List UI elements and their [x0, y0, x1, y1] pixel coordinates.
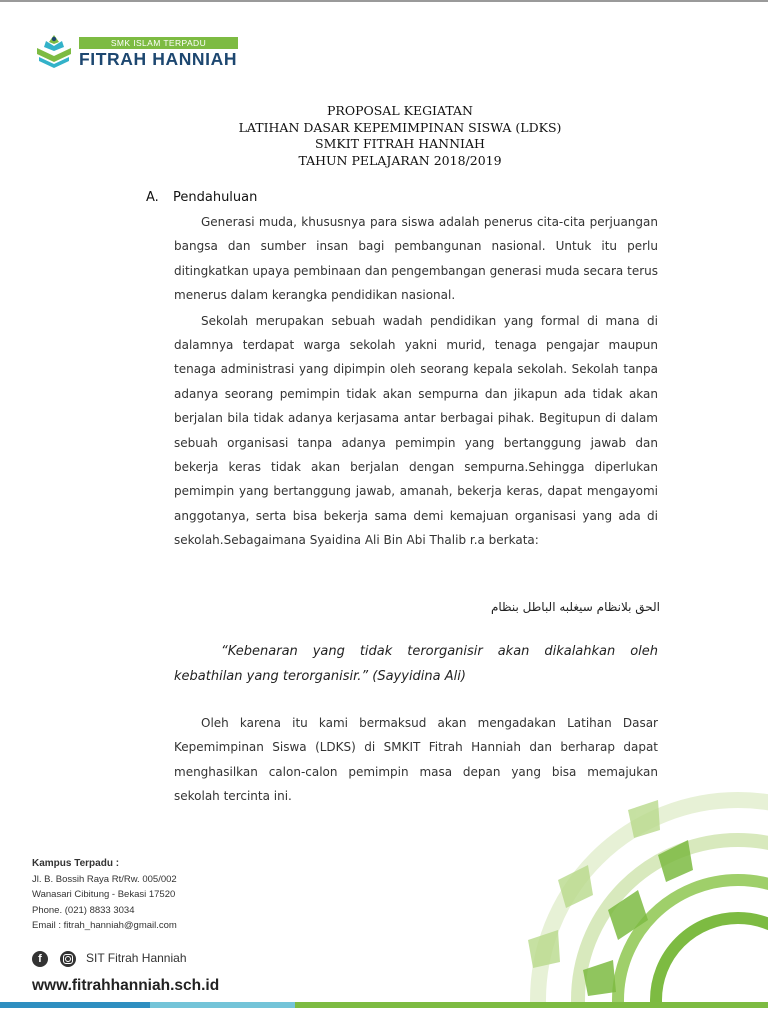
email: Email : fitrah_hanniah@gmail.com	[32, 920, 177, 931]
ornament-graphic	[488, 770, 768, 1002]
logo-name: FITRAH HANNIAH	[79, 49, 238, 69]
section-title: Pendahuluan	[173, 190, 258, 205]
address-line-2: Wanasari Cibitung - Bekasi 17520	[32, 889, 176, 900]
quote-text: “Kebenaran yang tidak terorganisir akan dikalahkan oleh kebathilan yang terorganisir.” (Sayyidina Ali)	[174, 644, 658, 684]
paragraph-2: Sekolah merupakan sebuah wadah pendidikan yang formal di mana di dalamnya terdapat warga sekolah yakni murid, tenaga pengajar maupun tenaga administrasi yang dipimpin oleh seorang kepala sekolah. Sekolah tanpa adanya seorang pemimpin tidak akan sempurna dan jikapun ada tidak akan berjalan bila tidak adanya kerjasama antar berbagai pihak. Begitupun di dalam sebuah organisasi tanpa adanya pemimpin yang bertanggung jawab dan bekerja keras tidak akan berjalan dengan sempurna.Sehingga diperlukan pemimpin yang bertanggung jawab, amanah, bekerja keras, dapat mengayomi anggotanya, serta bisa bekerja sama demi kemajuan organisasi yang ada di sekolah.Sebagaimana Syaidina Ali Bin Abi Thalib r.a berkata:	[174, 313, 658, 548]
website-link[interactable]: www.fitrahhanniah.sch.id	[32, 977, 220, 994]
paragraph-1: Generasi muda, khususnya para siswa adalah penerus cita-cita perjuangan bangsa dan sumber insan bagi pembangunan nasional. Untuk itu perlu ditingkatkan upaya pembinaan dan pengembangan generasi muda secara terus menerus dalam kerangka pendidikan nasional.	[174, 215, 658, 303]
phone: Phone. (021) 8833 3034	[32, 904, 135, 916]
document-title	[180, 103, 620, 169]
campus-heading: Kampus Terpadu :	[32, 858, 120, 869]
school-logo	[33, 32, 243, 72]
section-number: A.	[146, 190, 159, 205]
instagram-icon[interactable]	[60, 951, 76, 967]
logo-tagline: SMK ISLAM TERPADU	[79, 37, 238, 49]
title-line-3: SMKIT FITRAH HANNIAH	[315, 136, 485, 151]
social-label: SIT Fitrah Hanniah	[86, 951, 187, 965]
body-text	[174, 210, 658, 553]
paragraph-3: Oleh karena itu kami bermaksud akan mengadakan Latihan Dasar Kepemimpinan Siswa (LDKS) di SMKIT Fitrah Hanniah dan berharap dapat menghasilkan calon-calon pemimpin masa depan yang bisa memajukan sekolah tercinta ini.	[174, 716, 658, 804]
address-line-1: Jl. B. Bossih Raya Rt/Rw. 005/002	[32, 873, 177, 885]
title-line-1: PROPOSAL KEGIATAN	[327, 103, 473, 118]
bottom-color-bar	[0, 1002, 768, 1024]
book-logo-icon	[33, 32, 75, 72]
facebook-icon[interactable]: f	[32, 951, 48, 967]
top-rule	[0, 0, 768, 2]
footer-contact	[32, 856, 292, 934]
title-line-2: LATIHAN DASAR KEPEMIMPINAN SISWA (LDKS)	[238, 119, 562, 135]
arabic-quote: الحق بلانظام سيغلبه الباطل بنظام	[490, 600, 660, 614]
section-heading	[146, 190, 257, 205]
title-line-4: TAHUN PELAJARAN 2018/2019	[298, 152, 502, 168]
translated-quote	[174, 640, 658, 689]
